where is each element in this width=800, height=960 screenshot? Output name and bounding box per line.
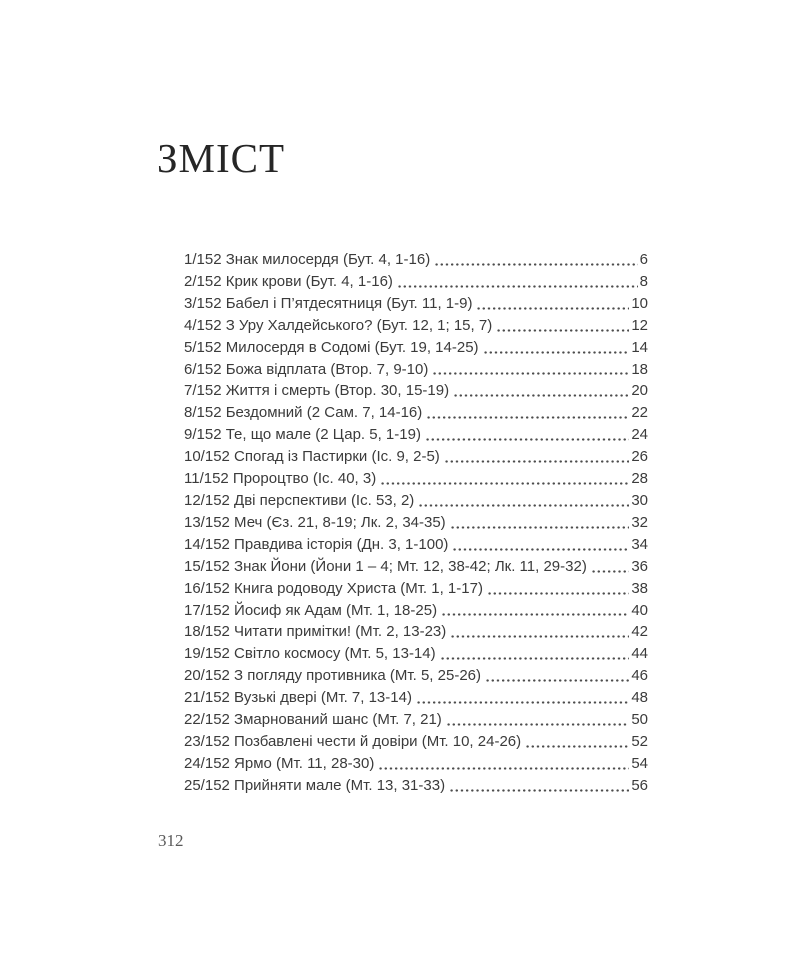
toc-entry-page: 8 <box>639 272 648 290</box>
toc-entry-label: 10/152 Спогад із Пастирки (Іс. 9, 2-5) <box>184 448 440 466</box>
toc-entry <box>184 775 648 797</box>
toc-entry-label: 20/152 З погляду противника (Мт. 5, 25-26) <box>184 667 482 685</box>
dot-leader <box>450 621 629 643</box>
toc-entry-label: 4/152 З Уру Халдейського? (Бут. 12, 1; 15, 7) <box>184 316 493 334</box>
table-of-contents <box>184 249 648 797</box>
toc-entry-page: 20 <box>631 382 648 400</box>
toc-entry-label: 21/152 Вузькі двері (Мт. 7, 13-14) <box>184 689 412 707</box>
dot-leader <box>426 402 629 424</box>
toc-entry-page: 24 <box>631 426 648 444</box>
toc-entry <box>184 249 648 271</box>
toc-entry-label: 9/152 Те, що мале (2 Цар. 5, 1-19) <box>184 426 421 444</box>
toc-entry <box>184 424 648 446</box>
toc-entry-page: 26 <box>631 448 648 466</box>
toc-entry-label: 16/152 Книга родоводу Христа (Мт. 1, 1-17) <box>184 579 483 597</box>
toc-entry-label: 12/152 Дві перспективи (Іс. 53, 2) <box>184 491 415 509</box>
toc-entry <box>184 687 648 709</box>
toc-entry-label: 2/152 Крик крови (Бут. 4, 1-16) <box>184 272 393 290</box>
toc-entry <box>184 731 648 753</box>
toc-entry-page: 18 <box>631 360 648 378</box>
toc-entry-page: 30 <box>631 491 648 509</box>
toc-entry <box>184 753 648 775</box>
toc-entry <box>184 512 648 534</box>
toc-entry-page: 42 <box>631 623 648 641</box>
toc-entry-page: 44 <box>631 645 648 663</box>
toc-entry-page: 6 <box>639 251 648 268</box>
toc-entry <box>184 665 648 687</box>
toc-entry-label: 8/152 Бездомний (2 Сам. 7, 14-16) <box>184 404 423 422</box>
toc-entry-page: 22 <box>631 404 648 422</box>
toc-entry-page: 10 <box>631 294 648 312</box>
toc-entry <box>184 643 648 665</box>
dot-leader <box>432 359 629 381</box>
toc-entry-label: 25/152 Прийняти мале (Мт. 13, 31-33) <box>184 776 446 794</box>
dot-leader <box>449 775 629 797</box>
toc-entry-label: 7/152 Життя і смерть (Втор. 30, 15-19) <box>184 382 450 400</box>
toc-entry-label: 11/152 Пророцтво (Іс. 40, 3) <box>184 470 377 488</box>
dot-leader <box>446 709 630 731</box>
page-title: ЗМІСТ <box>157 135 286 181</box>
dot-leader <box>476 293 629 315</box>
toc-entry-label: 1/152 Знак милосердя (Бут. 4, 1-16) <box>184 251 431 268</box>
toc-entry-page: 46 <box>631 667 648 685</box>
toc-entry-label: 19/152 Світло космосу (Мт. 5, 13-14) <box>184 645 436 663</box>
toc-entry <box>184 402 648 424</box>
toc-entry <box>184 534 648 556</box>
dot-leader <box>378 753 629 775</box>
dot-leader <box>434 249 637 271</box>
toc-entry-page: 48 <box>631 689 648 707</box>
dot-leader <box>496 315 629 337</box>
toc-entry <box>184 446 648 468</box>
toc-entry-page: 52 <box>631 732 648 750</box>
toc-entry-page: 14 <box>631 338 648 356</box>
toc-entry <box>184 359 648 381</box>
dot-leader <box>440 643 630 665</box>
dot-leader <box>425 424 629 446</box>
toc-entry-page: 34 <box>631 535 648 553</box>
toc-entry-label: 3/152 Бабел і П’ятдесятниця (Бут. 11, 1-9) <box>184 294 473 312</box>
toc-entry-page: 50 <box>631 711 648 729</box>
toc-entry-page: 40 <box>631 601 648 619</box>
toc-entry-page: 28 <box>631 470 648 488</box>
dot-leader <box>444 446 630 468</box>
dot-leader <box>525 731 629 753</box>
toc-entry-label: 23/152 Позбавлені чести й довіри (Мт. 10, 24-26) <box>184 732 522 750</box>
toc-entry-label: 17/152 Йосиф як Адам (Мт. 1, 18-25) <box>184 601 438 619</box>
page-number: 312 <box>158 831 184 850</box>
toc-entry-label: 6/152 Божа відплата (Втор. 7, 9-10) <box>184 360 429 378</box>
toc-entry-label: 24/152 Ярмо (Мт. 11, 28-30) <box>184 754 375 772</box>
dot-leader <box>485 665 629 687</box>
dot-leader <box>452 534 629 556</box>
dot-leader <box>453 380 629 402</box>
dot-leader <box>418 490 629 512</box>
toc-entry-label: 18/152 Читати примітки! (Мт. 2, 13-23) <box>184 623 447 641</box>
toc-entry <box>184 337 648 359</box>
toc-entry <box>184 600 648 622</box>
dot-leader <box>441 600 629 622</box>
toc-entry-page: 38 <box>631 579 648 597</box>
toc-entry <box>184 293 648 315</box>
dot-leader <box>487 578 629 600</box>
toc-entry-label: 13/152 Меч (Єз. 21, 8-19; Лк. 2, 34-35) <box>184 513 446 531</box>
toc-entry <box>184 380 648 402</box>
toc-entry-page: 54 <box>631 754 648 772</box>
toc-entry <box>184 315 648 337</box>
toc-entry <box>184 709 648 731</box>
dot-leader <box>450 512 630 534</box>
toc-entry-page: 32 <box>631 513 648 531</box>
dot-leader <box>397 271 638 293</box>
dot-leader <box>380 468 629 490</box>
toc-entry-label: 15/152 Знак Йони (Йони 1 – 4; Мт. 12, 38-42; Лк. 11, 29-32) <box>184 557 587 575</box>
dot-leader <box>416 687 629 709</box>
toc-entry-page: 56 <box>631 776 648 794</box>
toc-entry-label: 5/152 Милосердя в Содомі (Бут. 19, 14-25) <box>184 338 479 356</box>
toc-entry-page: 36 <box>631 557 648 575</box>
dot-leader <box>591 556 629 578</box>
toc-entry <box>184 468 648 490</box>
toc-entry <box>184 556 648 578</box>
toc-entry-page: 12 <box>631 316 648 334</box>
dot-leader <box>483 337 630 359</box>
toc-entry <box>184 271 648 293</box>
toc-entry <box>184 490 648 512</box>
toc-entry-label: 14/152 Правдива історія (Дн. 3, 1-100) <box>184 535 449 553</box>
toc-entry <box>184 621 648 643</box>
toc-entry-label: 22/152 Змарнований шанс (Мт. 7, 21) <box>184 711 442 729</box>
toc-entry <box>184 578 648 600</box>
